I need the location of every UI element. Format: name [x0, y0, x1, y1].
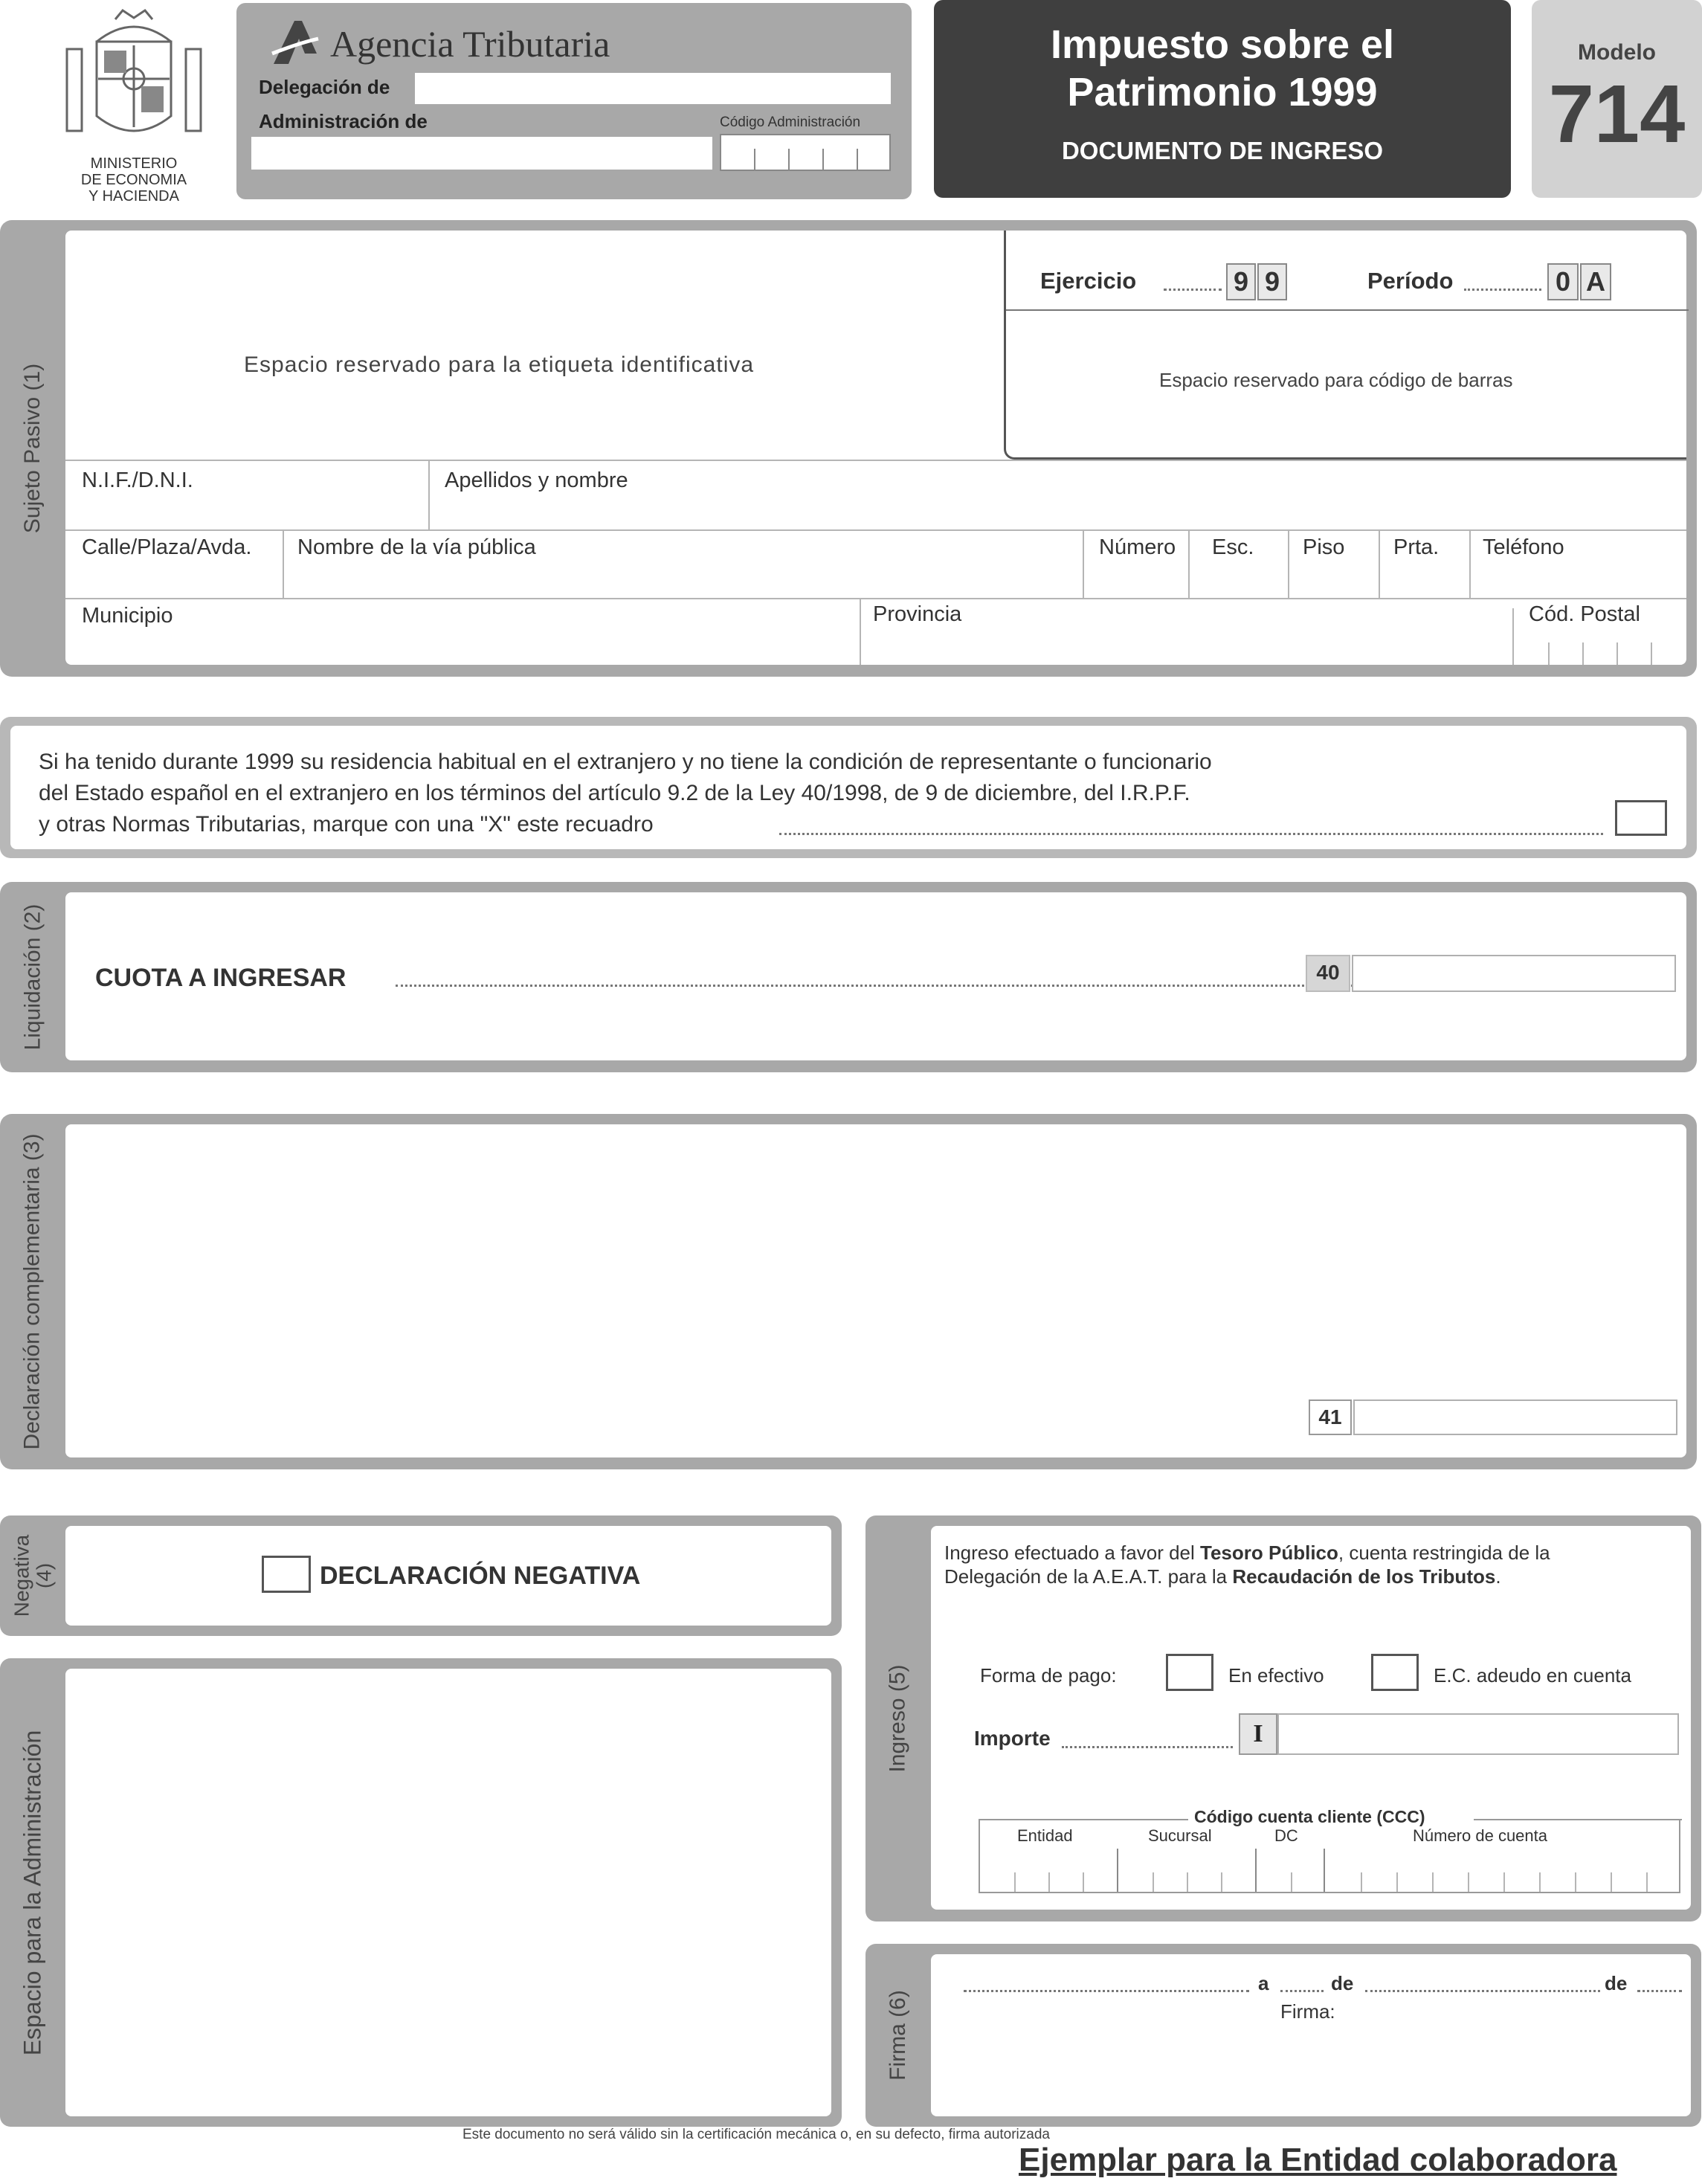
telefono-label: Teléfono [1483, 535, 1564, 559]
residencia-line-2: del Estado español en el extranjero en los términos del artículo 9.2 de la Ley 40/1998, de 9 de diciembre, del I.R.P.F. [39, 781, 1190, 805]
ingreso-section [865, 1515, 1701, 1922]
liquidacion-side-label: Liquidación (2) [20, 903, 45, 1051]
delegation-label: Delegación de [259, 76, 390, 98]
barcode-space: Espacio reservado para código de barras [1159, 369, 1513, 391]
ingreso-text: Ingreso efectuado a favor del Tesoro Público, cuenta restringida de la Delegación de la A.E.A.T. para la Recaudación de los Tributos. [944, 1542, 1550, 1588]
efectivo-label: En efectivo [1228, 1664, 1324, 1687]
forma-pago-label: Forma de pago: [980, 1664, 1117, 1687]
label-space: Espacio reservado para la etiqueta identificativa [244, 352, 755, 377]
residencia-line-1: Si ha tenido durante 1999 su residencia habitual en el extranjero y no tiene la condición de representante o funcionario [39, 750, 1212, 774]
ccc-box [979, 1807, 1680, 1893]
calle-label: Calle/Plaza/Avda. [82, 535, 252, 559]
firma-de-label-2: de [1605, 1972, 1628, 1994]
cuota-amount-field[interactable] [1352, 955, 1676, 992]
model-box [1532, 0, 1702, 198]
municipio-field[interactable] [65, 599, 860, 665]
negativa-side-label: Negativa (4) [10, 1534, 56, 1617]
ejercicio-digit-1: 9 [1226, 263, 1256, 300]
firma-side-label: Firma (6) [886, 1990, 910, 2081]
ejercicio-label: Ejercicio [1040, 268, 1137, 294]
ccc-entidad-label: Entidad [1017, 1826, 1073, 1845]
box-41-code: 41 [1309, 1399, 1352, 1435]
administracion-inner [65, 1669, 831, 2116]
negativa-section [0, 1515, 842, 1636]
firma-year-field[interactable] [1637, 1990, 1682, 1992]
sujeto-inner [65, 231, 1686, 665]
periodo-digit-2: A [1580, 263, 1611, 300]
via-field[interactable] [284, 531, 1083, 598]
complementaria-inner [65, 1124, 1686, 1457]
via-label: Nombre de la vía pública [297, 535, 536, 559]
firma-section [865, 1944, 1701, 2127]
coat-of-arms-icon [52, 4, 216, 146]
complementaria-amount-field[interactable] [1353, 1399, 1677, 1435]
model-number: 714 [1548, 68, 1686, 160]
administracion-section [0, 1658, 842, 2127]
admin-code-label: Código Administración [720, 115, 861, 130]
ingreso-inner [931, 1526, 1691, 1910]
nif-field[interactable] [65, 461, 428, 529]
agency-name: Agencia Tributaria [330, 23, 610, 65]
complementaria-side-label: Declaración complementaria (3) [20, 1133, 45, 1450]
delegation-field[interactable] [415, 73, 891, 104]
negativa-checkbox[interactable] [262, 1556, 311, 1593]
apellidos-label: Apellidos y nombre [445, 468, 628, 492]
cod-postal-label: Cód. Postal [1529, 602, 1640, 626]
firma-inner [931, 1954, 1691, 2116]
ccc-numero-label: Número de cuenta [1413, 1826, 1547, 1845]
liquidacion-inner [65, 892, 1686, 1060]
periodo-label: Período [1367, 268, 1454, 294]
cuota-label: CUOTA A INGRESAR [95, 964, 346, 992]
efectivo-checkbox[interactable] [1166, 1654, 1213, 1691]
periodo-digit-1: 0 [1547, 263, 1579, 300]
firma-day-field[interactable] [1280, 1990, 1324, 1992]
ccc-title: Código cuenta cliente (CCC) [1194, 1807, 1425, 1826]
firma-a-label: a [1258, 1972, 1269, 1994]
copy-label: Ejemplar para la Entidad colaboradora [1019, 2142, 1617, 2178]
firma-de-label-1: de [1331, 1972, 1354, 1994]
complementaria-section [0, 1114, 1697, 1469]
administracion-side-label: Espacio para la Administración [19, 1730, 46, 2055]
firma-label: Firma: [1280, 2000, 1335, 2023]
firma-signature-area[interactable] [946, 2029, 1674, 2110]
firma-place-field[interactable] [964, 1990, 1249, 1992]
footer-notice: Este documento no será válido sin la certificación mecánica o, en su defecto, firma autorizada [462, 2127, 1050, 2142]
piso-label: Piso [1303, 535, 1345, 559]
ejercicio-box [1004, 231, 1686, 460]
ccc-sucursal-label: Sucursal [1148, 1826, 1212, 1845]
model-label: Modelo [1578, 40, 1656, 65]
adeudo-label: E.C. adeudo en cuenta [1434, 1664, 1631, 1687]
provincia-field[interactable] [861, 599, 1500, 665]
residencia-inner [10, 726, 1686, 849]
ejercicio-digit-2: 9 [1257, 263, 1287, 300]
nif-label: N.I.F./D.N.I. [82, 468, 193, 492]
ministry-name: MINISTERIO DE ECONOMIA Y HACIENDA [80, 155, 187, 204]
adeudo-checkbox[interactable] [1371, 1654, 1419, 1691]
esc-label: Esc. [1212, 535, 1254, 559]
sujeto-side-label: Sujeto Pasivo (1) [20, 363, 45, 534]
negativa-label: DECLARACIÓN NEGATIVA [320, 1562, 641, 1590]
ministry-logo [52, 4, 216, 205]
title-box [934, 0, 1511, 198]
sujeto-pasivo-section [0, 220, 1697, 677]
ccc-dc-label: DC [1274, 1826, 1298, 1845]
municipio-label: Municipio [82, 604, 173, 628]
agency-logo-icon [269, 16, 321, 68]
importe-label: Importe [974, 1727, 1051, 1750]
admin-code-field[interactable] [720, 134, 891, 171]
administration-label: Administración de [259, 110, 428, 132]
ingreso-side-label: Ingreso (5) [886, 1664, 911, 1773]
liquidacion-section [0, 882, 1697, 1072]
ccc-numero-field[interactable] [1325, 1849, 1680, 1892]
prta-label: Prta. [1393, 535, 1440, 559]
residencia-checkbox[interactable] [1615, 800, 1667, 836]
box-40-code: 40 [1306, 955, 1350, 992]
firma-month-field[interactable] [1365, 1990, 1600, 1992]
doc-type: DOCUMENTO DE INGRESO [1061, 137, 1384, 164]
importe-field[interactable] [1277, 1713, 1679, 1755]
agency-box [236, 3, 912, 199]
apellidos-field[interactable] [430, 461, 1686, 529]
cod-postal-field[interactable] [1514, 632, 1685, 665]
numero-label: Número [1099, 535, 1176, 559]
title-line-1: Impuesto sobre el [1050, 22, 1395, 67]
importe-prefix: I [1239, 1713, 1277, 1755]
negativa-inner [65, 1526, 831, 1626]
title-line-2: Patrimonio 1999 [1067, 70, 1378, 115]
administration-field[interactable] [251, 137, 712, 170]
residencia-line-3: y otras Normas Tributarias, marque con una "X" este recuadro [39, 812, 654, 837]
provincia-label: Provincia [873, 602, 962, 626]
residencia-section [0, 717, 1697, 858]
